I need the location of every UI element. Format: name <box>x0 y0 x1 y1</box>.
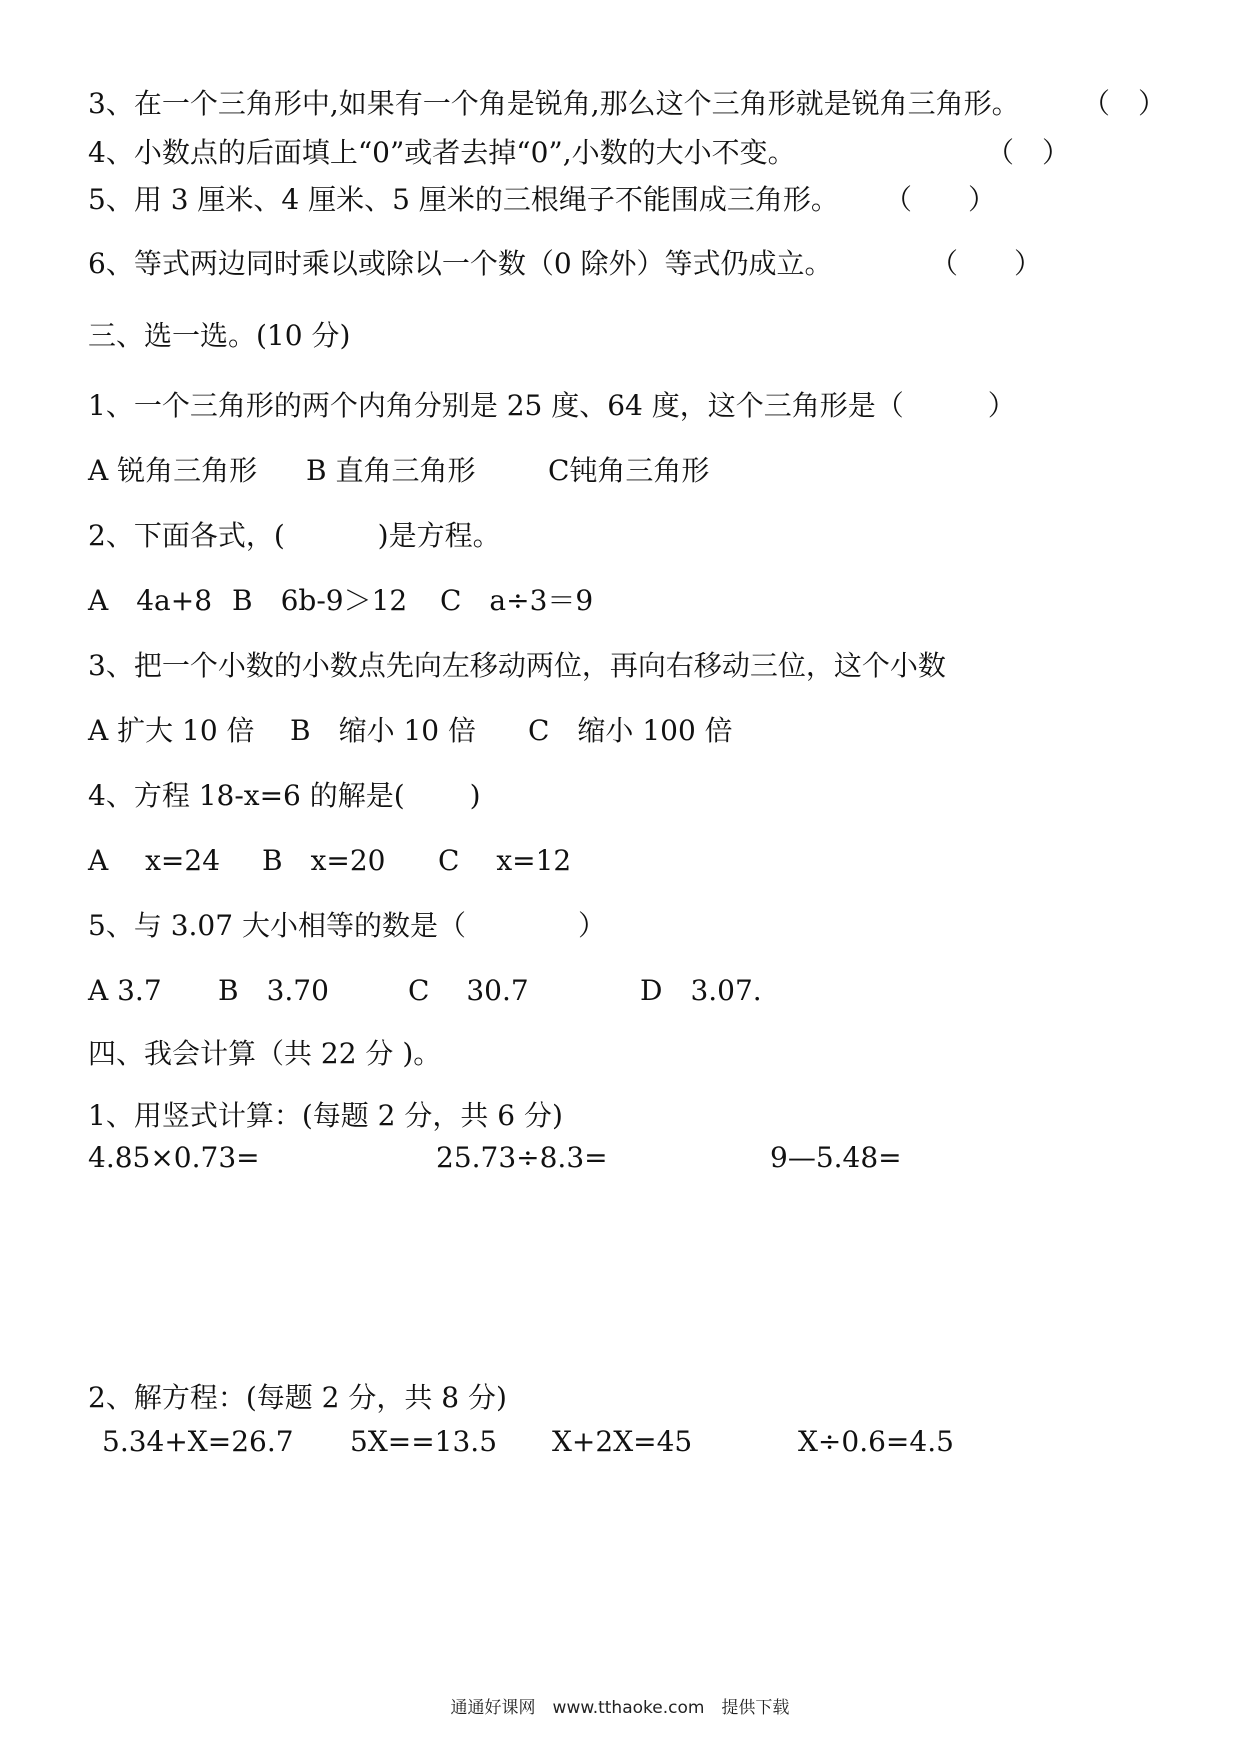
equation-title: 2、解方程：(每题 2 分，共 8 分) <box>88 1381 507 1414</box>
judge-item-6: 6、等式两边同时乘以或除以一个数（0 除外）等式仍成立。 <box>88 247 833 280</box>
choose-q4-option-b[interactable]: B x=20 <box>262 844 386 877</box>
judge-item-5: 5、用 3 厘米、4 厘米、5 厘米的三根绳子不能围成三角形。 <box>88 183 839 216</box>
choose-q4-option-a[interactable]: A x=24 <box>88 844 221 877</box>
vertical-calc-title: 1、用竖式计算：(每题 2 分，共 6 分) <box>88 1099 563 1132</box>
choose-q2-option-c[interactable]: C a÷3＝9 <box>440 584 594 617</box>
choose-question-1: 1、一个三角形的两个内角分别是 25 度、64 度，这个三角形是（ ） <box>88 389 1016 422</box>
judge-item-3: 3、在一个三角形中,如果有一个角是锐角,那么这个三角形就是锐角三角形。 <box>88 87 1020 120</box>
choose-q3-option-c[interactable]: C 缩小 100 倍 <box>528 714 733 747</box>
judge-answer-paren-6[interactable]: （ ） <box>930 247 1043 280</box>
choose-question-5: 5、与 3.07 大小相等的数是（ ） <box>88 909 606 942</box>
choose-q1-option-a[interactable]: A 锐角三角形 <box>88 454 258 487</box>
equation-item-4: X÷0.6=4.5 <box>798 1425 954 1458</box>
choose-q5-option-a[interactable]: A 3.7 <box>88 974 162 1007</box>
section-compute-heading: 四、我会计算（共 22 分 )。 <box>88 1037 442 1070</box>
choose-q1-option-c[interactable]: C钝角三角形 <box>548 454 710 487</box>
vertical-calc-item-3: 9—5.48= <box>770 1141 902 1174</box>
equation-item-3: X+2X=45 <box>552 1425 693 1458</box>
choose-question-3: 3、把一个小数的小数点先向左移动两位，再向右移动三位，这个小数 <box>88 649 946 682</box>
choose-q5-option-d[interactable]: D 3.07. <box>640 974 762 1007</box>
equation-item-1: 5.34+X=26.7 <box>102 1425 294 1458</box>
section-choose-heading: 三、选一选。(10 分) <box>88 319 351 352</box>
choose-question-4: 4、方程 18-x=6 的解是( ) <box>88 779 481 812</box>
judge-item-4: 4、小数点的后面填上“0”或者去掉“0”,小数的大小不变。 <box>88 136 796 169</box>
judge-answer-paren-4[interactable]: （ ） <box>986 136 1071 169</box>
choose-q5-option-b[interactable]: B 3.70 <box>218 974 329 1007</box>
choose-question-2: 2、下面各式，( )是方程。 <box>88 519 501 552</box>
choose-q3-option-b[interactable]: B 缩小 10 倍 <box>290 714 477 747</box>
choose-q2-option-a[interactable]: A 4a+8 <box>88 584 213 617</box>
page-footer: 通通好课网 www.tthaoke.com 提供下载 <box>450 1698 790 1718</box>
choose-q2-option-b[interactable]: B 6b-9＞12 <box>232 584 408 617</box>
vertical-calc-item-2: 25.73÷8.3= <box>436 1141 608 1174</box>
equation-item-2: 5X==13.5 <box>350 1425 498 1458</box>
choose-q4-option-c[interactable]: C x=12 <box>438 844 572 877</box>
choose-q5-option-c[interactable]: C 30.7 <box>408 974 529 1007</box>
judge-answer-paren-3[interactable]: （ ） <box>1082 87 1167 120</box>
vertical-calc-item-1: 4.85×0.73= <box>88 1141 260 1174</box>
choose-q1-option-b[interactable]: B 直角三角形 <box>306 454 476 487</box>
choose-q3-option-a[interactable]: A 扩大 10 倍 <box>88 714 255 747</box>
judge-answer-paren-5[interactable]: （ ） <box>884 183 997 216</box>
